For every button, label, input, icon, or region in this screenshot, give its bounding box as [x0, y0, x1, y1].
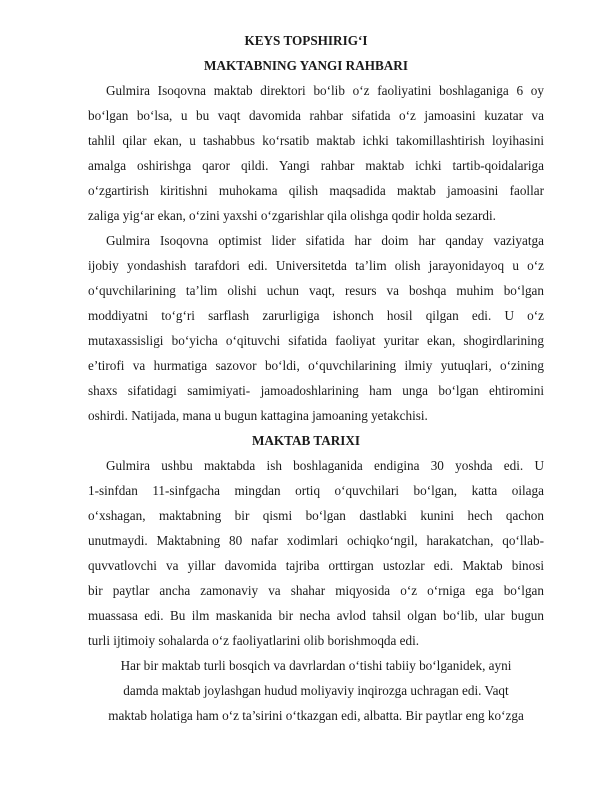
paragraph-line: o‘quvchilarining ta’lim olishi uchun vaqt, resurs va boshqa muhim bo‘lgan [88, 283, 544, 298]
case-title: KEYS TOPSHIRIG‘I [244, 33, 368, 48]
paragraph-line: maktab holatiga ham o‘z ta’sirini o‘tkazgan edi, albatta. Bir paytlar eng ko‘zga [108, 708, 524, 723]
paragraph-line: amalga oshirishga qaror qildi. Yangi rahbar maktab ichki tartib-qoidalariga [88, 158, 544, 173]
paragraph-line: damda maktab joylashgan hudud moliyaviy inqirozga uchragan edi. Vaqt [123, 683, 509, 698]
paragraph-line: o‘xshagan, maktabning bir qismi bo‘lgan dastlabki kunini hech qachon [88, 508, 544, 523]
paragraph-line: bo‘lgan bo‘lsa, u bu vaqt davomida rahbar sifatida o‘z jamoasini kuzatar va [88, 108, 544, 123]
paragraph-line: ijobiy yondashish tarafdori edi. Universitetda ta’lim olish jarayonidayoq u o‘z [88, 258, 544, 273]
paragraph-line: shaxs sifatidagi samimiyati- jamoadoshlarining ham unga bo‘lgan ehtiromini [88, 383, 544, 398]
paragraph-line: quvvatlovchi va yillar davomida tajriba orttirgan ustozlar edi. Maktab binosi [88, 558, 544, 573]
paragraph-line: Har bir maktab turli bosqich va davrlardan o‘tishi tabiiy bo‘lganidek, ayni [120, 658, 512, 673]
paragraph-line: moddiyatni to‘g‘ri sarflash zarurligiga ishonch hosil qilgan edi. U o‘z [88, 308, 544, 323]
case-subtitle: MAKTABNING YANGI RAHBARI [204, 58, 408, 73]
paragraph-line: oshirdi. Natijada, mana u bugun kattagina jamoaning yetakchisi. [88, 408, 428, 423]
section-title: MAKTAB TARIXI [251, 433, 361, 448]
paragraph-line: unutmaydi. Maktabning 80 nafar xodimlari ochiqko‘ngil, harakatchan, qo‘llab- [88, 533, 544, 548]
paragraph-line: tahlil qilar ekan, u tashabbus ko‘rsatib maktab ichki takomillashtirish loyihasini [88, 133, 544, 148]
paragraph-line: zaliga yig‘ar ekan, o‘zini yaxshi o‘zgarishlar qila olishga qodir holda sezardi. [88, 208, 496, 223]
paragraph-line: 1-sinfdan 11-sinfgacha mingdan ortiq o‘quvchilari bo‘lgan, katta oilaga [88, 483, 544, 498]
paragraph-line: Gulmira Isoqovna optimist lider sifatida har doim har qanday vaziyatga [106, 233, 544, 248]
paragraph-line: Gulmira ushbu maktabda ish boshlaganida endigina 30 yoshda edi. U [106, 458, 544, 473]
paragraph-line: e’tirofi va hurmatiga sazovor bo‘ldi, o‘quvchilarining ilmiy yutuqlari, o‘zining [88, 358, 544, 373]
paragraph-line: o‘zgartirish kiritishni muhokama qilish maqsadida maktab jamoasini faollar [88, 183, 544, 198]
paragraph-line: turli ijtimoiy sohalarda o‘z faoliyatlarini olib borishmoqda edi. [88, 633, 420, 648]
paragraph-line: Gulmira Isoqovna maktab direktori bo‘lib o‘z faoliyatini boshlaganiga 6 oy [106, 83, 544, 98]
paragraph-line: mutaxassisligi bo‘yicha o‘qituvchi sifatida faoliyat yuritar ekan, shogirdlarining [88, 333, 544, 348]
paragraph-line: muassasa edi. Bu ilm maskanida bir necha avlod tahsil olgan bo‘lib, ular bugun [88, 608, 544, 623]
paragraph-line: bir paytlar ancha zamonaviy va shahar miqyosida o‘z o‘rniga ega bo‘lgan [88, 583, 544, 598]
